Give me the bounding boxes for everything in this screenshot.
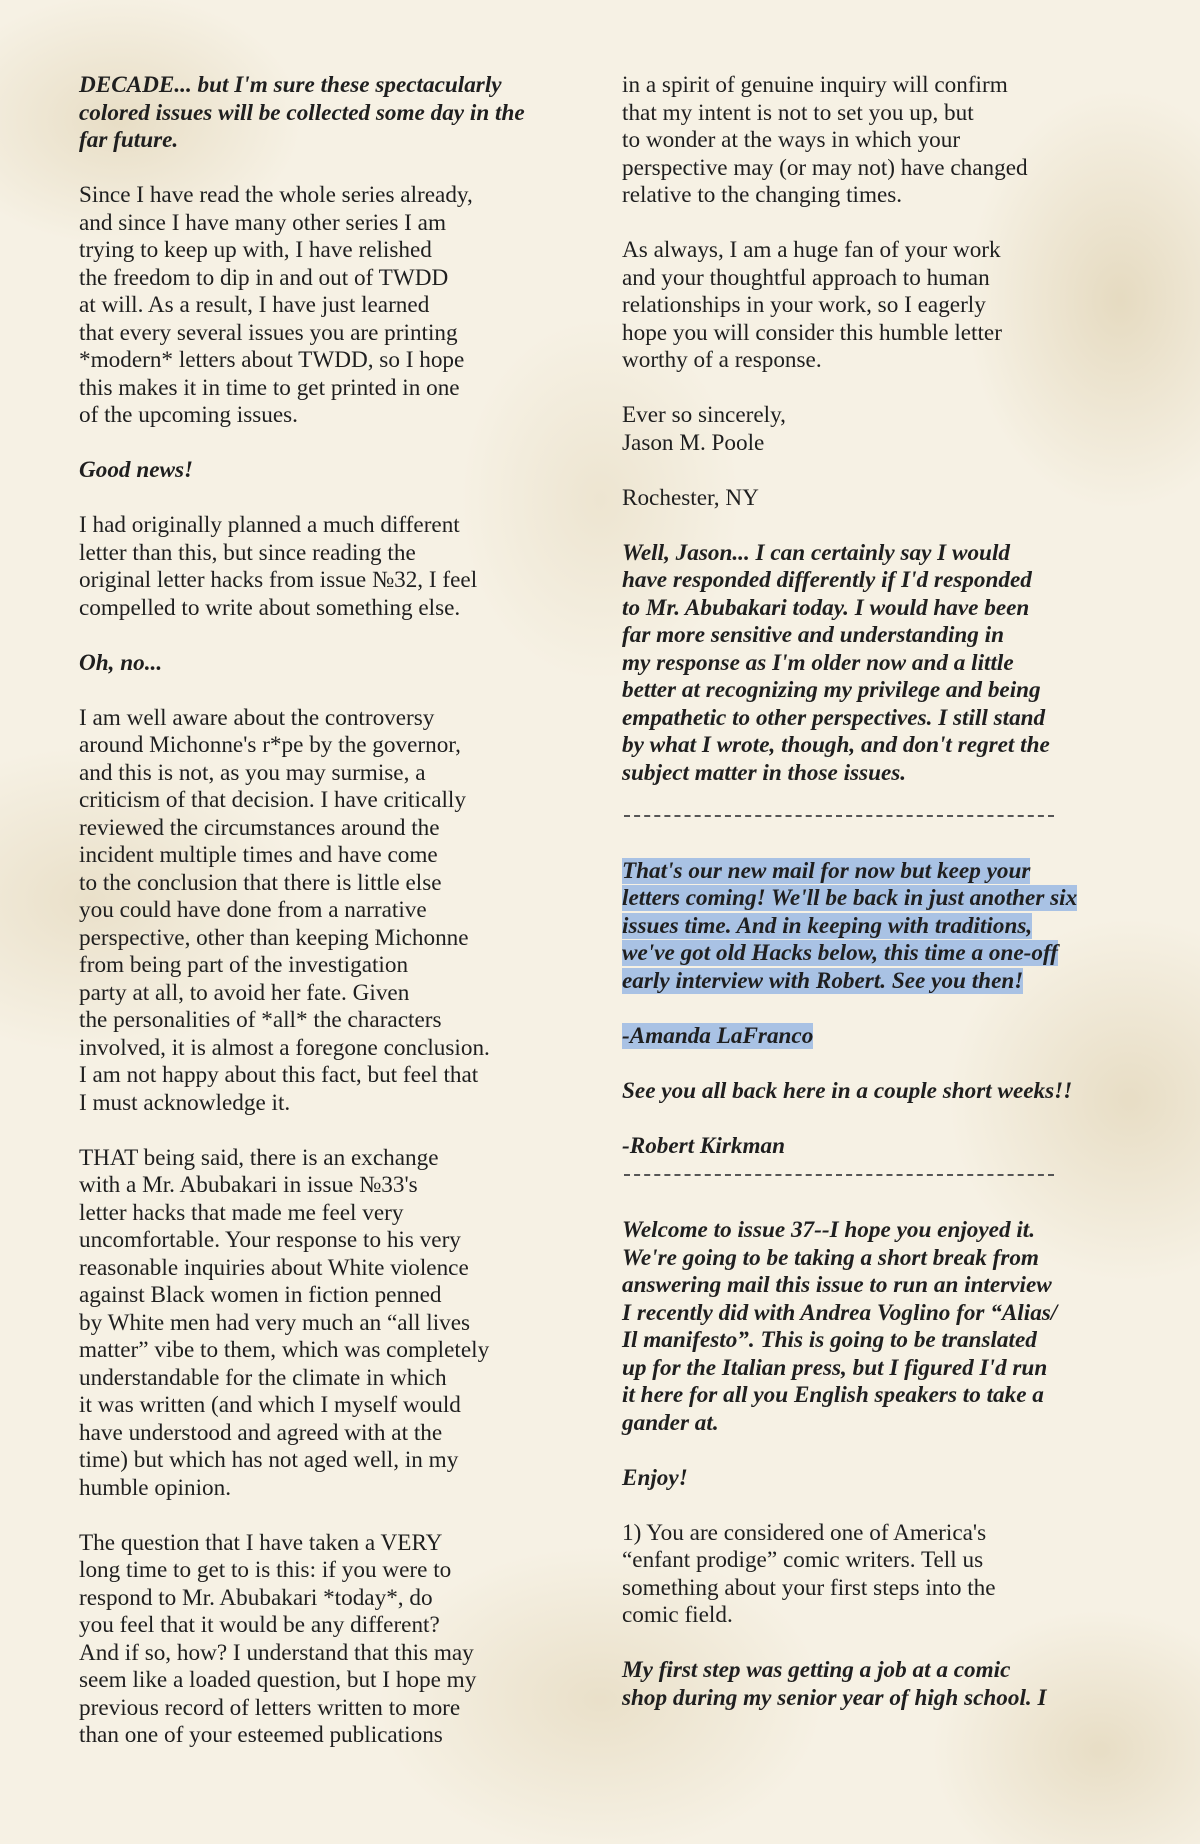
text-line: than one of your esteemed publications (79, 1722, 443, 1748)
text-line: at will. As a result, I have just learned (79, 292, 430, 318)
letter-opening-fragment (79, 72, 599, 155)
text-line: party at all, to avoid her fate. Given (79, 979, 410, 1006)
text-line: have understood and agreed with at the (79, 1419, 443, 1446)
kirkman-note (622, 1078, 1134, 1106)
text-line: compelled to write about something else. (79, 594, 461, 621)
text-line: you could have done from a narrative (79, 897, 427, 923)
text-line: answering mail this issue to run an interview (622, 1272, 1052, 1298)
letter-location (622, 485, 1134, 513)
text-line: 1) You are considered one of America's (622, 1519, 987, 1546)
text-line: long time to get to is this: if you were to (79, 1557, 452, 1583)
letter-paragraph (79, 182, 599, 430)
text-line: *modern* letters about TWDD, so I hope (79, 347, 465, 373)
text-line: hope you will consider this humble letter (622, 319, 1002, 346)
text-line: you feel that it would be any different? (79, 1612, 440, 1638)
letter-paragraph (79, 1145, 599, 1503)
text-line: something about your first steps into the (622, 1574, 996, 1601)
text-line: shop during my senior year of high school. I (622, 1684, 1047, 1711)
editor-interjection (79, 650, 599, 678)
editor-note-highlighted[interactable] (622, 858, 1134, 996)
text-line: better at recognizing my privilege and being (622, 677, 1041, 703)
text-line: letter than this, but since reading the (79, 539, 416, 566)
text-line: against Black women in fiction penned (79, 1282, 442, 1308)
text-line: the personalities of *all* the characters (79, 1007, 442, 1033)
interview-answer (622, 1657, 1134, 1712)
letter-paragraph (622, 237, 1134, 375)
text-line: Since I have read the whole series already, (79, 182, 473, 208)
text-line: relative to the changing times. (622, 182, 903, 208)
text-line: As always, I am a huge fan of your work (622, 237, 1001, 263)
text-line: empathetic to other perspectives. I still stand (622, 704, 1046, 731)
text-line: Well, Jason... I can certainly say I would (622, 539, 1010, 566)
text-line: The question that I have taken a VERY (79, 1529, 443, 1556)
section-divider (624, 815, 1054, 817)
text-line: worthy of a response. (622, 347, 822, 373)
text-line: and since I have many other series I am (79, 209, 446, 236)
highlighted-text-line[interactable]: issues time. And in keeping with traditions, (622, 912, 1033, 939)
text-line: DECADE... but I'm sure these spectacularly (79, 72, 502, 98)
text-line: in a spirit of genuine inquiry will confirm (622, 72, 1008, 98)
text-line: have responded differently if I'd responded (622, 567, 1032, 593)
text-line: And if so, how? I understand that this may (79, 1639, 474, 1666)
text-line: perspective may (or may not) have changed (622, 154, 1028, 181)
text-line: around Michonne's r*pe by the governor, (79, 732, 461, 758)
text-line: that my intent is not to set you up, but (622, 99, 974, 126)
text-line: reviewed the circumstances around the (79, 814, 440, 841)
text-line: original letter hacks from issue №32, I feel (79, 567, 478, 593)
editor-signature[interactable] (622, 1023, 1134, 1051)
kirkman-reply (622, 540, 1134, 788)
text-line: time) but which has not aged well, in my (79, 1447, 459, 1473)
kirkman-signature (622, 1133, 1134, 1161)
text-line: seem like a loaded question, but I hope my (79, 1667, 477, 1693)
letter-author: Jason M. Poole (622, 429, 765, 456)
text-line: My first step was getting a job at a comic (622, 1657, 1011, 1683)
text-line: with a Mr. Abubakari in issue №33's (79, 1172, 418, 1198)
text-line: it was written (and which I myself would (79, 1392, 461, 1418)
text-line: Il manifesto”. This is going to be translated (622, 1327, 1037, 1353)
right-column (622, 72, 1134, 1740)
text-line: letter hacks that made me feel very (79, 1199, 404, 1226)
letter-paragraph (79, 705, 599, 1118)
text-line: Rochester, NY (622, 484, 759, 511)
text-line: and this is not, as you may surmise, a (79, 759, 426, 786)
text-line: humble opinion. (79, 1474, 231, 1501)
left-column (79, 72, 599, 1777)
text-line: from being part of the investigation (79, 952, 409, 978)
interview-intro (622, 1217, 1134, 1437)
text-line: involved, it is almost a foregone conclusion. (79, 1034, 490, 1061)
text-line: See you all back here in a couple short weeks!! (622, 1077, 1073, 1104)
highlighted-text-line[interactable]: -Amanda LaFranco (622, 1022, 814, 1049)
text-line: far more sensitive and understanding in (622, 622, 1005, 648)
text-line: relationships in your work, so I eagerly (622, 292, 986, 318)
text-line: perspective, other than keeping Michonne (79, 924, 469, 951)
text-line: criticism of that decision. I have critically (79, 787, 466, 813)
text-line: Ever so sincerely, (622, 402, 786, 428)
text-line: the freedom to dip in and out of TWDD (79, 264, 449, 291)
text-line: I am well aware about the controversy (79, 704, 435, 731)
text-line: my response as I'm older now and a little (622, 649, 1014, 676)
text-line: this makes it in time to get printed in one (79, 374, 460, 401)
text-line: it here for all you English speakers to take a (622, 1382, 1044, 1408)
text-line: matter” vibe to them, which was completely (79, 1337, 490, 1363)
text-line: to the conclusion that there is little else (79, 869, 442, 896)
text-line: comic field. (622, 1602, 733, 1628)
highlighted-text-line[interactable]: That's our new mail for now but keep your (622, 857, 1031, 884)
section-divider (624, 1174, 1054, 1176)
highlighted-text-line[interactable]: we've got old Hacks below, this time a one-off (622, 940, 1059, 966)
letter-signoff (622, 402, 1134, 457)
interview-question (622, 1520, 1134, 1630)
text-line: far future. (79, 127, 179, 153)
text-line: respond to Mr. Abubakari *today*, do (79, 1584, 433, 1611)
text-line: I recently did with Andrea Voglino for “Alias/ (622, 1299, 1058, 1326)
text-line: uncomfortable. Your response to his very (79, 1227, 461, 1253)
text-line: I am not happy about this fact, but feel that (79, 1062, 479, 1088)
text-line: “enfant prodige” comic writers. Tell us (622, 1547, 984, 1573)
text-line: up for the Italian press, but I figured I'd run (622, 1354, 1048, 1381)
text-line: Enjoy! (622, 1464, 688, 1491)
text-line: subject matter in those issues. (622, 759, 907, 786)
editor-interjection (79, 457, 599, 485)
text-line: I must acknowledge it. (79, 1089, 291, 1116)
text-line: We're going to be taking a short break from (622, 1244, 1039, 1271)
text-line: I had originally planned a much different (79, 512, 460, 538)
enjoy-text (622, 1465, 1134, 1493)
text-line: that every several issues you are printing (79, 319, 458, 346)
letter-paragraph (622, 72, 1134, 210)
text-line: colored issues will be collected some day in the (79, 99, 525, 126)
text-line: Oh, no... (79, 649, 163, 676)
text-line: gander at. (622, 1409, 719, 1436)
text-line: Welcome to issue 37--I hope you enjoyed it. (622, 1217, 1036, 1243)
text-line: to Mr. Abubakari today. I would have been (622, 594, 1030, 621)
text-line: and your thoughtful approach to human (622, 264, 990, 291)
text-line: incident multiple times and have come (79, 842, 438, 868)
text-line: of the upcoming issues. (79, 402, 298, 428)
text-line: THAT being said, there is an exchange (79, 1144, 439, 1171)
text-line: trying to keep up with, I have relished (79, 237, 432, 263)
text-line: -Robert Kirkman (622, 1132, 785, 1159)
text-line: to wonder at the ways in which your (622, 127, 961, 153)
letter-paragraph (79, 512, 599, 622)
text-line: by what I wrote, though, and don't regret the (622, 732, 1050, 758)
letter-paragraph (79, 1530, 599, 1750)
text-line: reasonable inquiries about White violence (79, 1254, 469, 1281)
highlighted-text-line[interactable]: early interview with Robert. See you then! (622, 967, 1024, 994)
highlighted-text-line[interactable]: letters coming! We'll be back in just another six (622, 885, 1078, 911)
text-line: Good news! (79, 457, 194, 483)
text-line: by White men had very much an “all lives (79, 1309, 471, 1336)
text-line: previous record of letters written to more (79, 1694, 461, 1721)
text-line: understandable for the climate in which (79, 1364, 447, 1391)
